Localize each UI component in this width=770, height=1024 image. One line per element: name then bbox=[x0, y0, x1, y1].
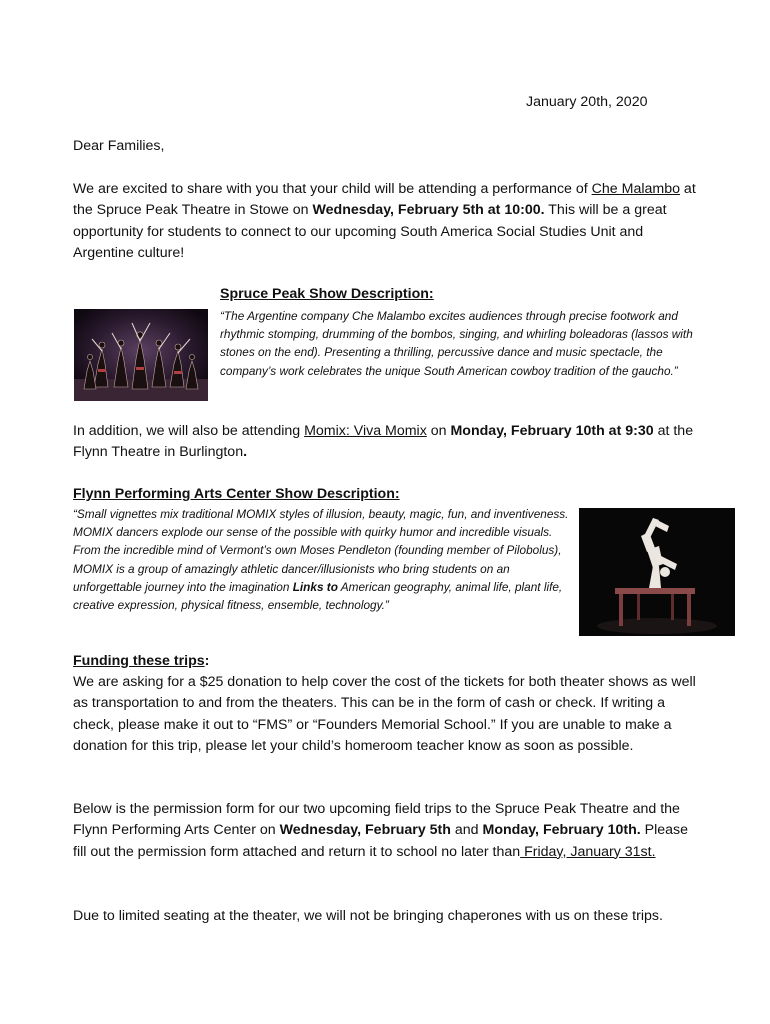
spruce-description-quote: “The Argentine company Che Malambo excites audiences through precise footwork and rhythmic stomping, drumming of the bombos, singing, and whirling boleadoras (lassos with stones on the end). Presenting a thrilling, percussive dance and music spectacle, the company’s work celebrates the unique South American cowboy tradition of the gaucho.” bbox=[220, 309, 693, 378]
addition-period: . bbox=[243, 444, 248, 461]
permission-text-2: and bbox=[450, 822, 483, 839]
greeting: Dear Families, bbox=[73, 138, 165, 154]
intro-text-3: This will be a great opportunity for students to connect to our upcoming South America Social Studies Unit and Argentine culture! bbox=[73, 202, 667, 261]
links-to-bold: Links to bbox=[292, 579, 338, 594]
intro-paragraph bbox=[73, 179, 703, 264]
momix-photo bbox=[579, 508, 735, 636]
permission-text-1: Below is the permission form for our two upcoming field trips to the Spruce Peak Theatre and the Flynn Performing Arts Center on bbox=[73, 801, 680, 839]
permission-deadline: Friday, January 31st. bbox=[520, 843, 656, 860]
funding-heading: Funding these trips bbox=[73, 653, 205, 669]
funding-colon: : bbox=[204, 653, 210, 669]
momix-link[interactable]: Momix: Viva Momix bbox=[304, 423, 427, 439]
flynn-quote-part-1: “Small vignettes mix traditional MOMIX styles of illusion, beauty, magic, fun, and inventiveness. MOMIX dancers explode our sense of the possible with quirky humor and incredible visuals. From the incredible mind of Vermont’s own Moses Pendleton (founding member of Pilobolus), MOMIX is a group of amazingly athletic dancer/illusionists who bring students on an unforgettable journey into the imagination bbox=[73, 507, 569, 594]
seating-paragraph: Due to limited seating at the theater, we will not be bringing chaperones with us on these trips. bbox=[73, 908, 663, 924]
funding-heading-line bbox=[73, 651, 209, 672]
flynn-description-quote bbox=[73, 505, 573, 614]
addition-paragraph bbox=[73, 421, 703, 464]
spruce-heading: Spruce Peak Show Description: bbox=[220, 286, 434, 302]
addition-text-3: at the Flynn Theatre in Burlington bbox=[73, 423, 694, 461]
intro-text-2: at the Spruce Peak Theatre in Stowe on bbox=[73, 181, 696, 219]
acrobat-image bbox=[579, 508, 735, 636]
flynn-quote-part-2: American geography, animal life, plant life, creative expression, physical fitness, ensemble, technology.” bbox=[73, 579, 563, 613]
permission-date-1: Wednesday, February 5th bbox=[279, 822, 451, 839]
permission-text-3: Please fill out the permission form attached and return it to school no later than bbox=[73, 822, 689, 860]
funding-paragraph: We are asking for a $25 donation to help cover the cost of the tickets for both theater shows as well as transportation to and from the theaters. This can be in the form of cash or check. If writing a check, please make it out to “FMS” or “Founders Memorial School.” If you are unable to make a donation for this trip, please let your child’s homeroom teacher know as soon as possible. bbox=[73, 674, 696, 754]
dance-group-image bbox=[74, 309, 208, 401]
addition-date-bold: Monday, February 10th at 9:30 bbox=[450, 423, 654, 439]
addition-text-1: In addition, we will also be attending bbox=[73, 423, 305, 439]
che-malambo-link[interactable]: Che Malambo bbox=[591, 181, 680, 197]
flynn-heading: Flynn Performing Arts Center Show Description: bbox=[73, 486, 400, 502]
intro-date-bold: Wednesday, February 5th at 10:00. bbox=[312, 202, 545, 219]
che-malambo-photo bbox=[74, 309, 208, 401]
addition-text-2: on bbox=[426, 423, 451, 439]
intro-text-1: We are excited to share with you that your child will be attending a performance of bbox=[73, 181, 592, 197]
permission-paragraph bbox=[73, 799, 703, 863]
letter-date: January 20th, 2020 bbox=[526, 94, 648, 110]
permission-date-2: Monday, February 10th. bbox=[482, 822, 641, 839]
